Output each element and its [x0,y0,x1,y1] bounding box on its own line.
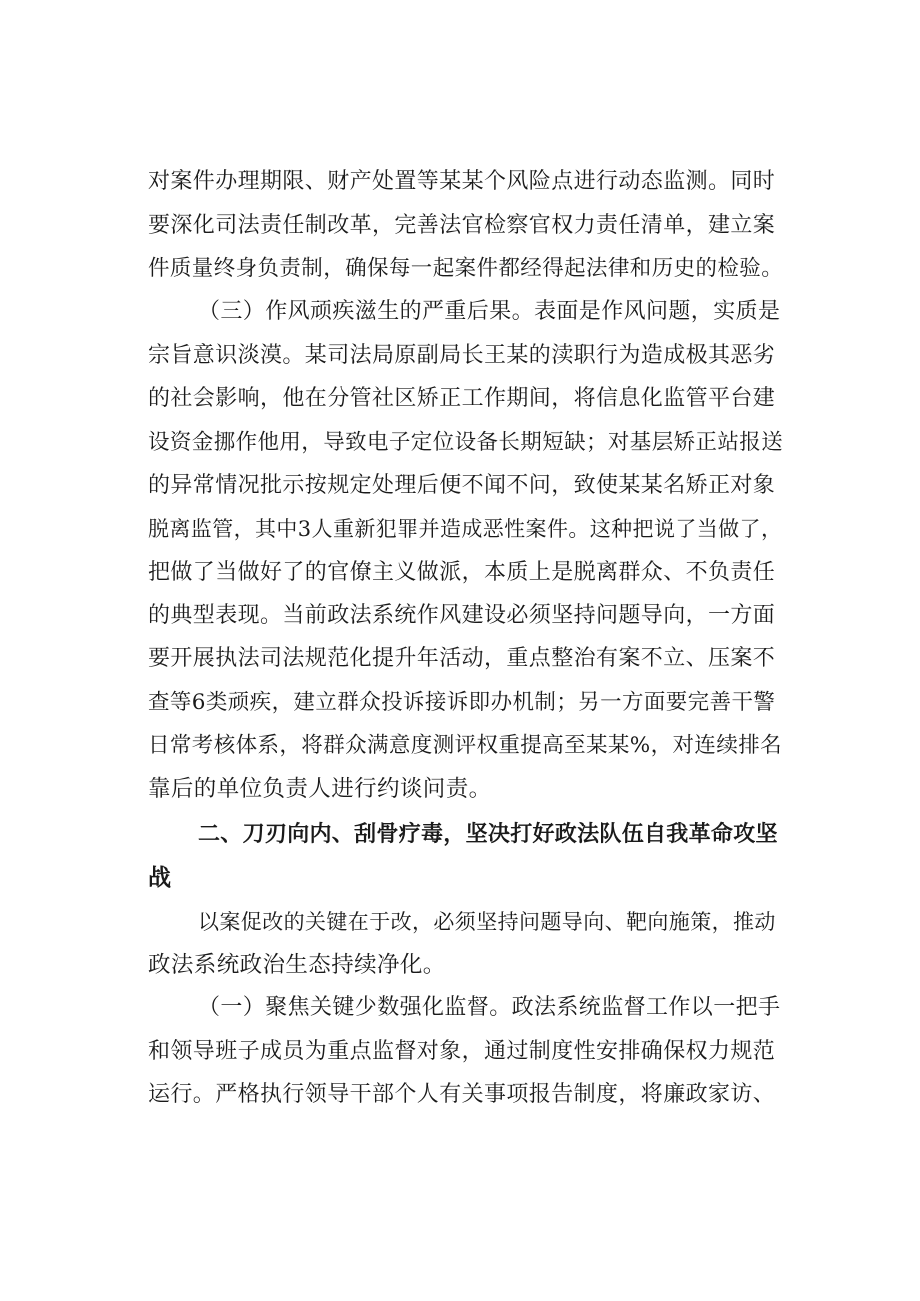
text-line: 把做了当做好了的官僚主义做派，本质上是脱离群众、不负责任 [148,560,776,585]
paragraph-start: 以案促改的关键在于改，必须坚持问题导向、靶向施策，推动 [198,910,776,934]
text-line: 对案件办理期限、财产处置等某某个风险点进行动态监测。同时 [148,169,776,194]
text-line: 运行。严格执行领导干部个人有关事项报告制度，将廉政家访、 [148,1082,776,1107]
text-line: 要开展执法司法规范化提升年活动，重点整治有案不立、压案不 [148,646,776,671]
text-line: 的社会影响，他在分管社区矫正工作期间，将信息化监管平台建 [148,386,776,411]
text-line: 件质量终身负责制，确保每一起案件都经得起法律和历史的检验。 [148,256,784,281]
text-line: 的异常情况批示按规定处理后便不闻不问，致使某某名矫正对象 [148,473,776,498]
text-line: 日常考核体系，将群众满意度测评权重提高至某某%，对连续排名 [148,733,783,758]
text-line: 宗旨意识淡漠。某司法局原副局长王某的渎职行为造成极其恶劣 [148,343,776,368]
section-heading: 二、刀刃向内、刮骨疗毒，坚决打好政法队伍自我革命攻坚 [198,822,778,847]
text-line: 设资金挪作他用，导致电子定位设备长期短缺；对基层矫正站报送 [148,430,784,455]
text-line: 靠后的单位负责人进行约谈问责。 [148,776,492,802]
text-line: 和领导班子成员为重点监督对象，通过制度性安排确保权力规范 [148,1039,776,1064]
section-heading-continued: 战 [148,865,172,891]
text-line: 查等6类顽疾，建立群众投诉接诉即办机制；另一方面要完善干警 [148,690,776,715]
text-line: 政法系统政治生态持续净化。 [148,952,446,978]
paragraph-start: （三）作风顽疾滋生的严重后果。表面是作风问题，实质是 [198,299,781,324]
paragraph-start: （一）聚焦关键少数强化监督。政法系统监督工作以一把手 [198,995,781,1020]
text-line: 的典型表现。当前政法系统作风建设必须坚持问题导向，一方面 [148,603,776,628]
text-line: 要深化司法责任制改革，完善法官检察官权力责任清单，建立案 [148,213,776,238]
text-line: 脱离监管，其中3人重新犯罪并造成恶性案件。这种把说了当做了， [148,517,783,541]
